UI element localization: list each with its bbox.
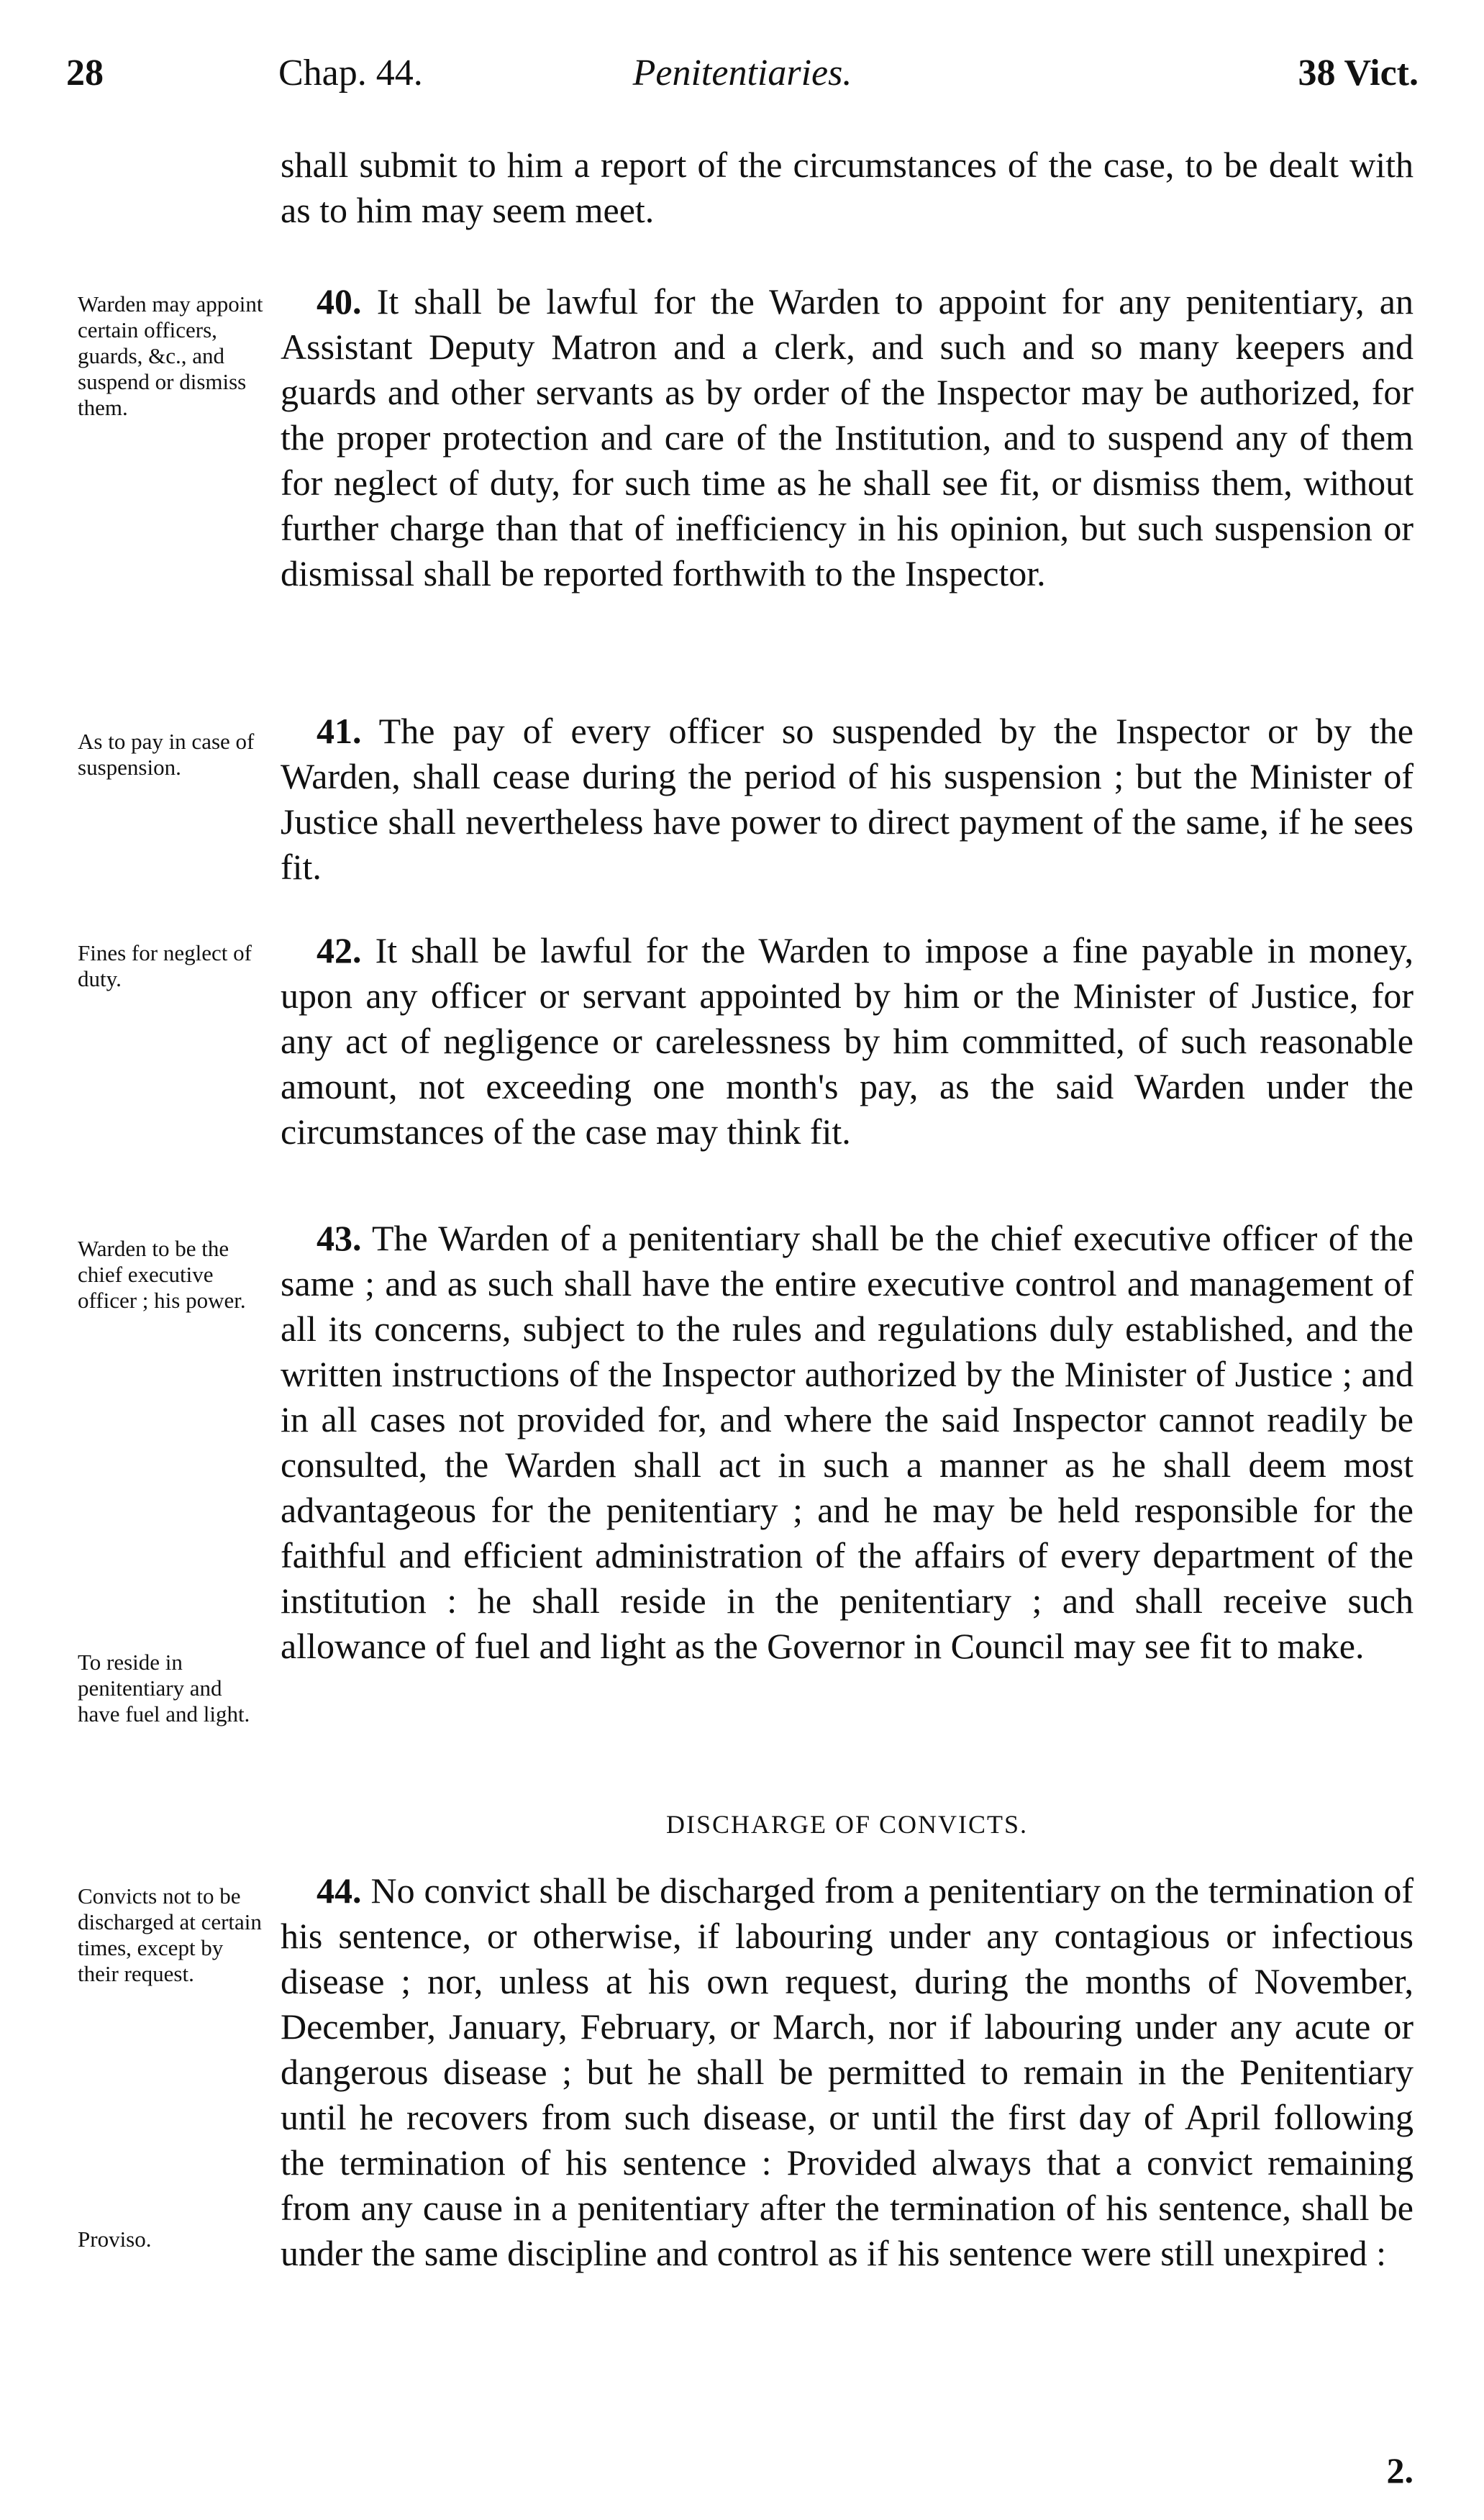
page-number: 28 [66, 53, 104, 94]
section-number: 41. [317, 711, 362, 751]
section-43 [281, 1216, 1414, 1669]
running-header [66, 52, 1419, 117]
section-heading: DISCHARGE OF CONVICTS. [665, 1810, 1029, 1839]
section-text: It shall be lawful for the Warden to appoint for any penitentiary, an Assistant Deputy Matron and a clerk, and such and so many keepers and guards and other servants as by order of the Inspector may be authorized, for the proper protection and care of the Institution, and to suspend any of them for neglect of duty, for such time as he shall see fit, or dismiss them, without further charge than that of inefficiency in his opinion, but such suspension or dismissal shall be reported forthwith to the Inspector. [281, 281, 1414, 593]
marginal-note-42: Fines for neglect of duty. [78, 940, 252, 991]
catchword: 2. [1386, 2450, 1414, 2491]
section-44 [281, 1868, 1414, 2276]
section-text: The Warden of a penitentiary shall be the chief executive officer of the same ; and as such shall have the entire executive control and management of all its concerns, subject to the rules and regulations duly established, and the written instructions of the Inspector authorized by the Minister of Justice ; and in all cases not provided for, and where the said Inspector cannot readily be consulted, the Warden shall act in such a manner as he shall deem most advantageous for the penitentiary ; and he may be held responsible for the faithful and efficient administration of the affairs of every department of the institution : he shall reside in the penitentiary ; and shall receive such allowance of fuel and light as the Governor in Council may see fit to make. [281, 1218, 1414, 1666]
marginal-note-43: Warden to be the chief executive officer ; his power. [78, 1236, 246, 1313]
section-41 [281, 709, 1414, 890]
marginal-note-43b: To reside in penitentiary and have fuel and light. [78, 1650, 250, 1727]
section-42 [281, 928, 1414, 1155]
intro-paragraph: shall submit to him a report of the circumstances of the case, to be dealt with as to him may seem meet. [281, 145, 1414, 230]
marginal-note-proviso: Proviso. [78, 2226, 152, 2252]
section-text: No convict shall be discharged from a penitentiary on the termination of his sentence, or otherwise, if labouring under any contagious or infectious disease ; nor, unless at his own request, during the months of November, December, January, February, or March, nor if labouring under any acute or dangerous disease ; but he shall be permitted to remain in the Penitentiary until he recovers from such disease, or until the first day of April following the termination of his sentence : Provided always that a convict remaining from any cause in a penitentiary after the termination of his sentence, shall be under the same discipline and control as if his sentence were still unexpired : [281, 1870, 1414, 2273]
section-number: 42. [317, 930, 362, 970]
section-40 [281, 279, 1414, 596]
section-text: It shall be lawful for the Warden to impose a fine payable in money, upon any officer or servant appointed by him or the Minister of Justice, for any act of negligence or carelessness by him committed, of such reasonable amount, not exceeding one month's pay, as the said Warden under the circumstances of the case may think fit. [281, 930, 1414, 1152]
subject-title: Penitentiaries. [632, 53, 852, 94]
marginal-note-41: As to pay in case of suspension. [78, 729, 255, 780]
section-text: The pay of every officer so suspended by the Inspector or by the Warden, shall cease during the period of his suspension ; but the Minister of Justice shall nevertheless have power to direct payment of the same, if he sees fit. [281, 711, 1414, 887]
section-number: 44. [317, 1870, 362, 1911]
marginal-note-44: Convicts not to be discharged at certain times, except by their request. [78, 1883, 262, 1986]
section-number: 40. [317, 281, 362, 322]
chapter-label: Chap. 44. [278, 53, 423, 94]
section-number: 43. [317, 1218, 362, 1258]
marginal-note-40: Warden may appoint certain officers, guards, &c., and suspend or dismiss them. [78, 291, 263, 420]
regnal-year: 38 Vict. [1298, 53, 1419, 94]
